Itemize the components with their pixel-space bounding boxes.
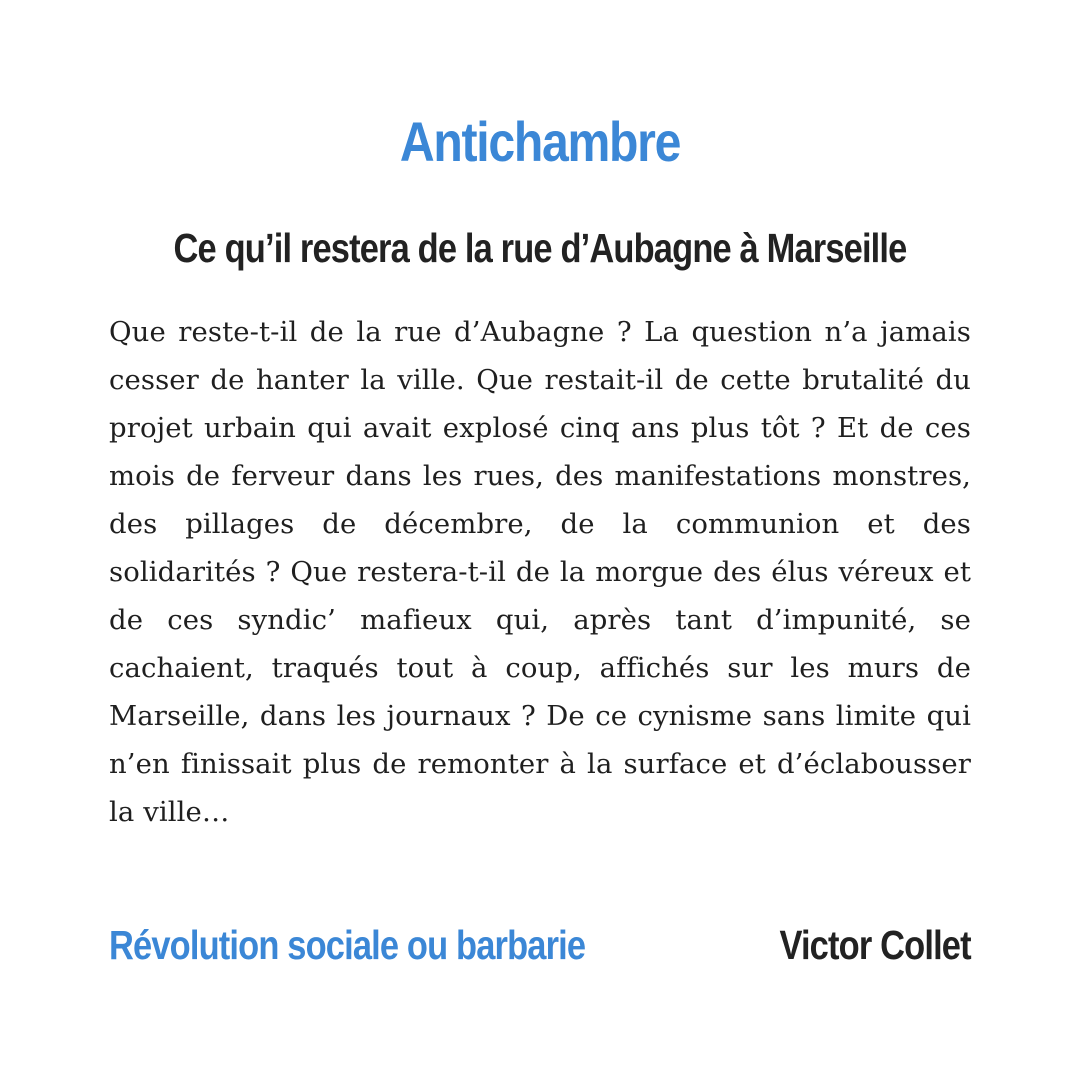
article-excerpt: Que reste-t-il de la rue d’Aubagne ? La question n’a jamais cesser de hanter la ville. Que restait-il de cette brutalité du projet urbain qui avait explosé cinq ans plus tôt ? Et de ces mois de ferveur dans les rues, des manifestations monstres, des pillages de décembre, de la communion et des solidarités ? Que restera-t-il de la morgue des élus véreux et de ces syndic’ mafieux qui, après tant d’impunité, se cachaient, traqués tout à coup, affichés sur les murs de Marseille, dans les journaux ? De ce cynisme sans limite qui n’en finissait plus de remonter à la surface et d’éclabousser la ville…: [109, 316, 971, 828]
publication-name: Révolution sociale ou barbarie: [109, 922, 586, 968]
article-title: Ce qu’il restera de la rue d’Aubagne à Marseille: [173, 225, 907, 271]
site-title: Antichambre: [399, 110, 681, 173]
card-footer: [109, 912, 971, 978]
author-name: Victor Collet: [779, 922, 971, 968]
